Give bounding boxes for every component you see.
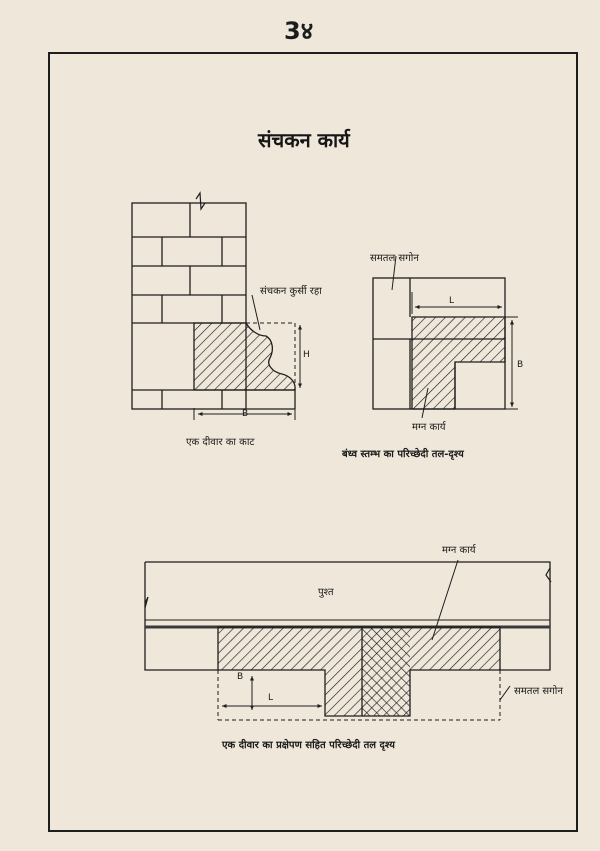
wall-projection-figure: [145, 560, 551, 720]
dimension-b-fig3: B: [237, 672, 244, 682]
level-corner-label: समतल सगोन: [370, 253, 419, 264]
level-corner-label-fig3: समतल सगोन: [514, 686, 563, 697]
pier-plan-caption: बंध्व स्तम्भ का परिच्छेदी तल-दृश्य: [342, 449, 464, 460]
dimension-b-fig2: B: [517, 360, 524, 370]
pier-plan-figure: [373, 256, 518, 418]
projection-sunk-work: [218, 627, 500, 716]
dimension-l-fig2: L: [449, 296, 455, 306]
dimension-l-fig3: L: [268, 693, 274, 703]
pier-sunk-work: [412, 317, 505, 409]
moulding-label: संचकन कुर्सी रहा: [260, 286, 322, 297]
sunk-work-label-fig2: मग्न कार्य: [412, 422, 446, 433]
sunk-work-label-fig3: मग्न कार्य: [442, 545, 476, 556]
wall-projection-caption: एक दीवार का प्रक्षेपण सहित परिच्छेदी तल दृश्य: [222, 740, 395, 751]
dimension-b-fig1: B: [242, 409, 249, 419]
dimension-h: H: [303, 350, 310, 360]
moulding-leader: [252, 295, 260, 330]
wall-section-figure: [132, 193, 300, 420]
wall-label: पुश्त: [318, 587, 334, 598]
page-number: 3४: [284, 17, 314, 45]
moulded-plinth-course: [194, 323, 295, 390]
page-title: संचकन कार्य: [258, 128, 350, 152]
wall-section-caption: एक दीवार का काट: [186, 437, 255, 448]
